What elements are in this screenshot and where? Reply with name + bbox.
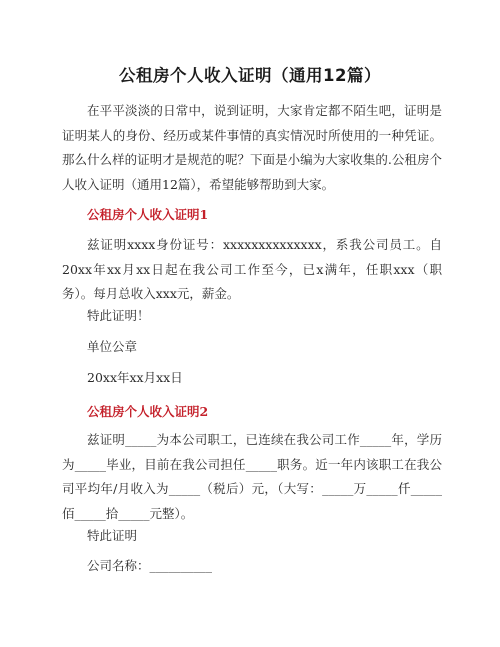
section1-date: 20xx年xx月xx日 xyxy=(87,370,183,385)
section1-seal: 单位公章 xyxy=(87,339,138,354)
section1-closing: 特此证明！ xyxy=(87,308,150,323)
section2-heading: 公租房个人收入证明2 xyxy=(87,404,209,419)
section2-closing: 特此证明 xyxy=(87,528,138,543)
document-title: 公租房个人收入证明（通用12篇） xyxy=(119,66,381,85)
section1-body: 兹证明xxxx身份证号：xxxxxxxxxxxxxx，系我公司员工。自20xx年xx月xx日起在我公司工作至今，已x满年，任职xxx（职务）。每月总收入xxx元，薪金。 xyxy=(62,237,442,301)
intro-paragraph: 在平平淡淡的日常中，说到证明，大家肯定都不陌生吧，证明是证明某人的身份、经历或某件事情的真实情况时所使用的一种凭证。那么什么样的证明才是规范的呢？下面是小编为大家收集的.公租房个人收入证明（通用12篇），希望能够帮助到大家。 xyxy=(62,103,442,192)
section2-body: 兹证明_____为本公司职工，已连续在我公司工作_____年，学历为_____毕业，目前在我公司担任_____职务。近一年内该职工在我公司平均年/月收入为_____（税后）元，（大写：_____万_____仟_____佰_____拾_____元整）。 xyxy=(62,432,442,521)
section1-heading: 公租房个人收入证明1 xyxy=(87,207,209,222)
section2-company-name: 公司名称：__________ xyxy=(87,558,213,573)
